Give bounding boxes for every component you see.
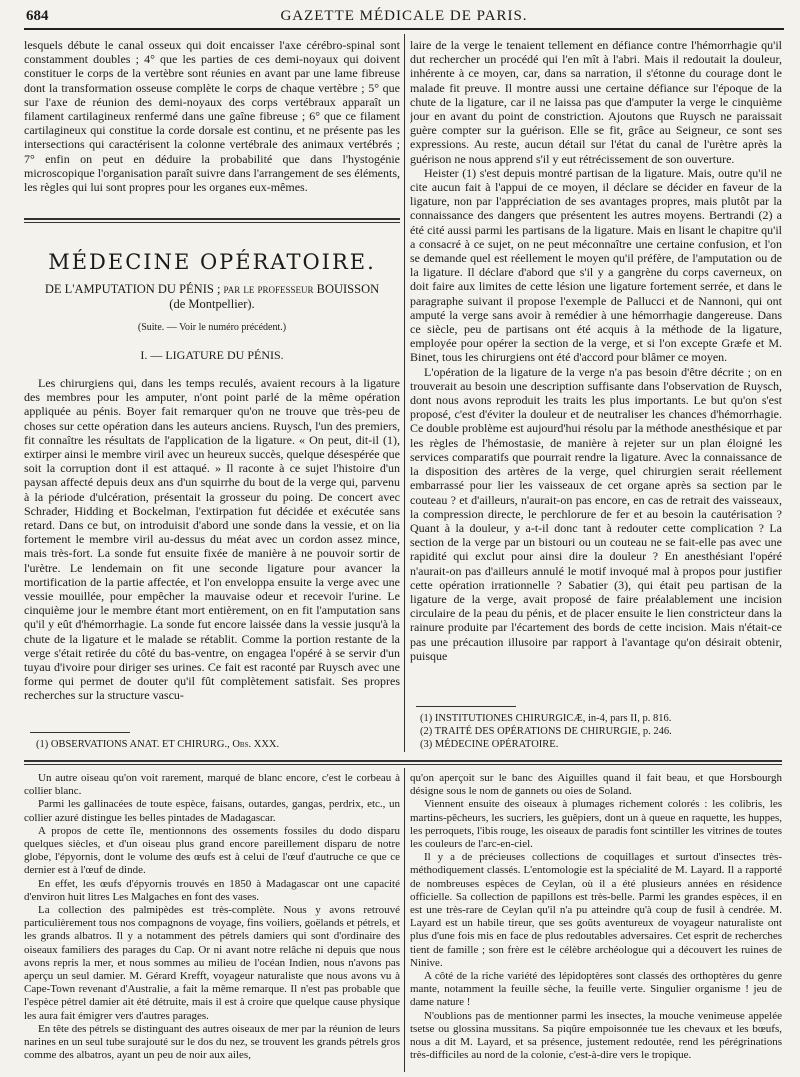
article-title-line-1: DE L'AMPUTATION DU PÉNIS ; par le professeur BOUISSON <box>44 282 380 296</box>
continuation-note: (Suite. — Voir le numéro précédent.) <box>137 322 287 333</box>
paragraph: La collection des palmipèdes est très-complète. Nous y avons retrouvé particulièrement tous nos compagnons de voyage, fins voiliers, goëlands et pétrels, et les grands albatros. Il y a notamment des pétrels damiers qui sont d'ordinaire des oiseaux familiers des parages du Cap. Or ni avant notre relâche ni depuis que nous avons repris la mer, et nous sommes au milieu de l'océan Indien, nous n'avons pas aperçu un seul damier. M. Gérard Krefft, voyageur naturaliste que nous avons vu à Cape-Town revenant d'Australie, a fait la même remarque. Il n'est pas probable que l'espèce pétrel damier ait été détruite, mais il est à croire que quelque cause physique les aura fait émigrer vers d'autres parages. <box>24 904 400 1022</box>
left-column-article-text <box>24 376 400 702</box>
footnotes-right <box>420 712 780 751</box>
footnote: (1) INSTITUTIONES CHIRURGICÆ, in-4, pars II, p. 816. <box>420 713 672 724</box>
paragraph: En tête des pétrels se distinguant des autres oiseaux de mer par la réunion de leurs narines en un seul tube surajouté sur le dos du nez, se trouvent les grands pétrels gros comme des albatros, ayant un peu de noir aux ailes, <box>24 1022 400 1062</box>
footnote-rule-right <box>416 706 516 707</box>
paragraph: laire de la verge le tenaient tellement en défiance contre l'hémorrhagie qu'il dut rechercher un procédé qui l'en mît à l'abri. Mais il redoutait la douleur, inhérente à ce moyen, car, dans sa narration, il s'étonne du courage dont le malade fit preuve. Il montre aussi une certaine défiance sur l'époque de la chute de la ligature, car il ne laissa pas que d'amputer la verge le cinquième jour en avant du point de constriction. Ajoutons que Ruysch ne paraissait guère compter sur la guérison. Elle se fit, grâce au Seigneur, ce sont ses expressions. Au reste, aucun détail sur l'état du canal de l'urètre après la guérison ne nous apprend s'il y eut rétrécissement de son ouverture. <box>410 38 782 166</box>
paragraph: Heister (1) s'est depuis montré partisan de la ligature. Mais, outre qu'il ne cite aucun fait à l'appui de ce moyen, il déclare se décider en faveur de la ligature, non par l'appréciation de ses avantages propres, mais plutôt par la connaissance des dangers que présentent les autres moyens. Bertrandi (2) a été cité aussi parmi les partisans de la ligature. Mais en lisant le chapitre qu'il a consacré à ce sujet, on ne peut méconnaître une certaine confusion, et l'on se demande quel est réellement le moyen qu'il préfère, de l'amputation ou de la ligature. Il déclare d'abord que s'il y a gangrène du corps caverneux, on doit faire aux limites de cette lésion une ligature fortement serrée, et dans le paragraphe suivant il propose l'exemple de Pallucci et de Nannoni, qui ont amputé la verge sans avoir à remédier à une hémorrhagie dangereuse. Dans ce siècle, peu de partisans ont été acquis à la méthode de la ligature, employée pour opérer la section de la verge, et si l'on excepte Græfe et M. Binet, tous les chirurgiens ont été d'accord pour blâmer ce moyen. <box>410 165 782 365</box>
feuilleton-rule <box>24 760 782 762</box>
feuilleton-right-column <box>410 772 782 1072</box>
right-column-article-text <box>410 38 782 698</box>
paragraph: Il y a de précieuses collections de coquillages et surtout d'insectes très-méthodiquement classés. L'entomologie est la spécialité de M. Layard. Il a rapporté de nombreuses espèces de Ceylan, où il a été plusieurs années en résidence officielle. Sa collection de papillons est très-belle. Parmi les grandes espèces, il en est une très-rare de Ceylan qu'il n'a pu atteindre qu'à coup de fusil à cendrée. M. Layard est un habile tireur, que ses goûts aventureux de voyageur naturaliste ont plus d'une fois mis en face de plus redoutables adversaires. Cet esprit de recherches tient de famille ; son frère est le célèbre archéologue qui a découvert les ruines de Ninive. <box>410 851 782 969</box>
footnote: (2) TRAITÉ DES OPÉRATIONS DE CHIRURGIE, p. 246. <box>420 726 672 737</box>
section-title: MÉDECINE OPÉRATOIRE. <box>48 250 376 274</box>
paragraph: L'opération de la ligature de la verge n'a pas besoin d'être décrite ; on en trouverait au besoin une description suffisante dans l'observation de Ruysch, dont nous avons reproduit les traits les plus importants. Le but qu'on s'est proposé, c'est d'éviter la douleur et de neutraliser les chances d'hémorrhagie. Ce double problème est aujourd'hui résolu par la méthode anesthésique et par les règles de l'hémostasie, de manière à rejeter sur un plan éloigné les services comparatifs que pourrait rendre la ligature. Avec la connaissance de la disposition des artères de la verge, quel chirurgien serait réellement embarrassé pour lier les vaisseaux de cet organe après sa section par le couteau ? et d'ailleurs, n'aurait-on pas encore, en cas de retrait des vaisseaux, la compression directe, le perchlorure de fer et au besoin la cautérisation ? Quant à la douleur, y a-t-il donc tant à redouter cette complication ? La section de la verge par un bistouri ou un couteau ne se fait-elle pas avec une rapidité qui exclut pour ainsi dire la douleur ? En anesthésiant l'opéré n'aurait-on pas d'ailleurs annulé le motif invoqué mal à propos pour justifier cette opération irrationnelle ? Sabatier (3), qui était peu partisan de la ligature de la verge, avait proposé de faire préalablement une incision circulaire de la peau du pénis, et de placer ensuite le lien constricteur dans la rainure produite par l'écartement des bords de cette incision. Mais n'était-ce pas une précaution illusoire par rapport à l'avantage qu'on désirait obtenir, puisque <box>410 364 782 663</box>
section-rule <box>24 218 400 220</box>
left-column-top-text <box>24 38 400 208</box>
footnote: (3) MÉDECINE OPÉRATOIRE. <box>420 739 559 750</box>
paragraph: A côté de la riche variété des lépidoptères sont classés des orthoptères du genre mante, notamment la feuille sèche, la feuille verte. Singulier organisme ! jeu de dame nature ! <box>410 970 782 1009</box>
column-divider-bottom <box>404 768 405 1072</box>
feuilleton-left-column <box>24 772 400 1072</box>
section-rule-thin <box>24 222 400 223</box>
paragraph: Parmi les gallinacées de toute espèce, faisans, outardes, gangas, perdrix, etc., un collier azuré distingue les belles pintades de Madagascar. <box>24 798 400 824</box>
paragraph: Viennent ensuite des oiseaux à plumages richement colorés : les colibris, les martins-pêcheurs, les sucriers, les guêpiers, dont un à queue en raquette, les huppes, les perroquets, l'ibis rouge, les oiseaux de paradis font scintiller les vitrines de toutes les couleurs de l'arc-en-ciel. <box>410 798 782 851</box>
footnote: (1) OBSERVATIONS ANAT. ET CHIRURG., Obs. XXX. <box>36 739 280 750</box>
paragraph: N'oublions pas de mentionner parmi les insectes, la mouche venimeuse appelée tsetse ou glossina mussitans. Sa piqûre empoisonnée tue les chevaux et les bœufs, nous a dit M. Layard, et sa présence, justement redoutée, rend les pérégrinations très-difficiles au nord de la colonie, c'est-à-dire vers le tropique. <box>410 1009 782 1062</box>
footnotes-left <box>36 738 396 751</box>
journal-title: GAZETTE MÉDICALE DE PARIS. <box>280 8 528 24</box>
column-divider-top <box>404 34 405 752</box>
paragraph: En effet, les œufs d'épyornis trouvés en 1850 à Madagascar ont une capacité d'environ huit litres Les Malgaches en font des vases. <box>24 877 400 903</box>
paragraph: lesquels débute le canal osseux qui doit encaisser l'axe cérébro-spinal sont constamment doubles ; 4° que les parties de ces demi-noyaux qui doivent constituer le corps de la vertèbre sont réunies en avant par une lame fibreuse dont la transformation osseuse complète le corps de chaque vertèbre ; 5° que sur l'axe de réunion des demi-noyaux des corps vertébraux apparaît un filament cartilagineux renfermé dans une gaîne fibreuse ; 6° que ce filament cartilagineux qui constitue la corde dorsale est continu, et ne présente pas les intersections qui caractérisent la colonne vertébrale des animaux vertébrés ; 7° enfin on peut en déduire la probabilité que dans l'hystogénie microscopique l'organisation paraît suivre dans l'arrangement de ses éléments, les règles qui lui sont propres pour les organes eux-mêmes. <box>24 38 400 195</box>
feuilleton-rule-thin <box>24 764 782 765</box>
page-number: 684 <box>26 8 49 24</box>
paragraph: qu'on aperçoit sur le banc des Aiguilles quand il fait beau, et que Horsbourgh désigne sous le nom de gannets ou oies de Soland. <box>410 772 782 798</box>
paragraph: A propos de cette île, mentionnons des ossements fossiles du dodo disparu quelques siècles, et d'un oiseau plus grand encore pareillement disparu de notre globe, l'épyornis, dont le volume des œufs est à celui de l'œuf d'autruche ce que ce dernier est à l'œuf de dinde. <box>24 824 400 877</box>
paragraph: Les chirurgiens qui, dans les temps reculés, avaient recours à la ligature des membres pour les amputer, n'ont point parlé de la même opération appliquée au pénis. Boyer fait remarquer qu'on ne trouve que très-peu de choses sur cette opération dans les auteurs anciens. Ruysch, l'un des premiers, fit connaître les résultats de l'application de la ligature. « On peut, dit-il (1), extirper ainsi le membre viril avec un heureux succès, quelque désespérée que soit la corruption dont il est attaqué. » Il raconte à ce sujet l'histoire d'un paysan affecté depuis deux ans d'un squirrhe du bout de la verge qui, parvenu à la période d'ulcération, présentait la grosseur du poing. De concert avec Schrader, Hidding et Bockelman, l'extirpation fut décidée et exécutée sans retard. Dans ce but, on introduisit d'abord une sonde dans la vessie, et on lia fortement le membre viril au-dessus du méat avec un cordon assez mince, mais très-fort. La sonde fut ensuite fixée de manière à ne pouvoir sortir de l'urètre. Le lendemain on fit une seconde ligature pour avancer la mortification de la partie affectée, et l'on enveloppa ensuite la verge avec une vessie mouillée, pour empêcher la mauvaise odeur et recevoir l'urine. Le cinquième jour le membre étant mort entièrement, on en fit l'amputation sans qu'il y eût d'hémorrhagie. La sonde fut encore laissée dans la vessie jusqu'à la chute de la ligature et le malade se rétablit. Comme la portion restante de la verge s'était retirée du côté du bas-ventre, on engagea l'opéré à se servir d'un tuyau d'ivoire pour diriger ses urines. Ce fait est raconté par Ruysch avec une forme qui permet de douter qu'il fût complètement satisfait. Ses propres recherches sur la structure vascu- <box>24 376 400 702</box>
paragraph: Un autre oiseau qu'on voit rarement, marqué de blanc encore, c'est le corbeau à collier blanc. <box>24 772 400 798</box>
page-header <box>24 6 784 30</box>
article-title <box>24 282 400 312</box>
footnote-rule-left <box>30 732 130 733</box>
subheading: I. — LIGATURE DU PÉNIS. <box>140 348 284 362</box>
article-title-line-2: (de Montpellier). <box>169 297 255 311</box>
